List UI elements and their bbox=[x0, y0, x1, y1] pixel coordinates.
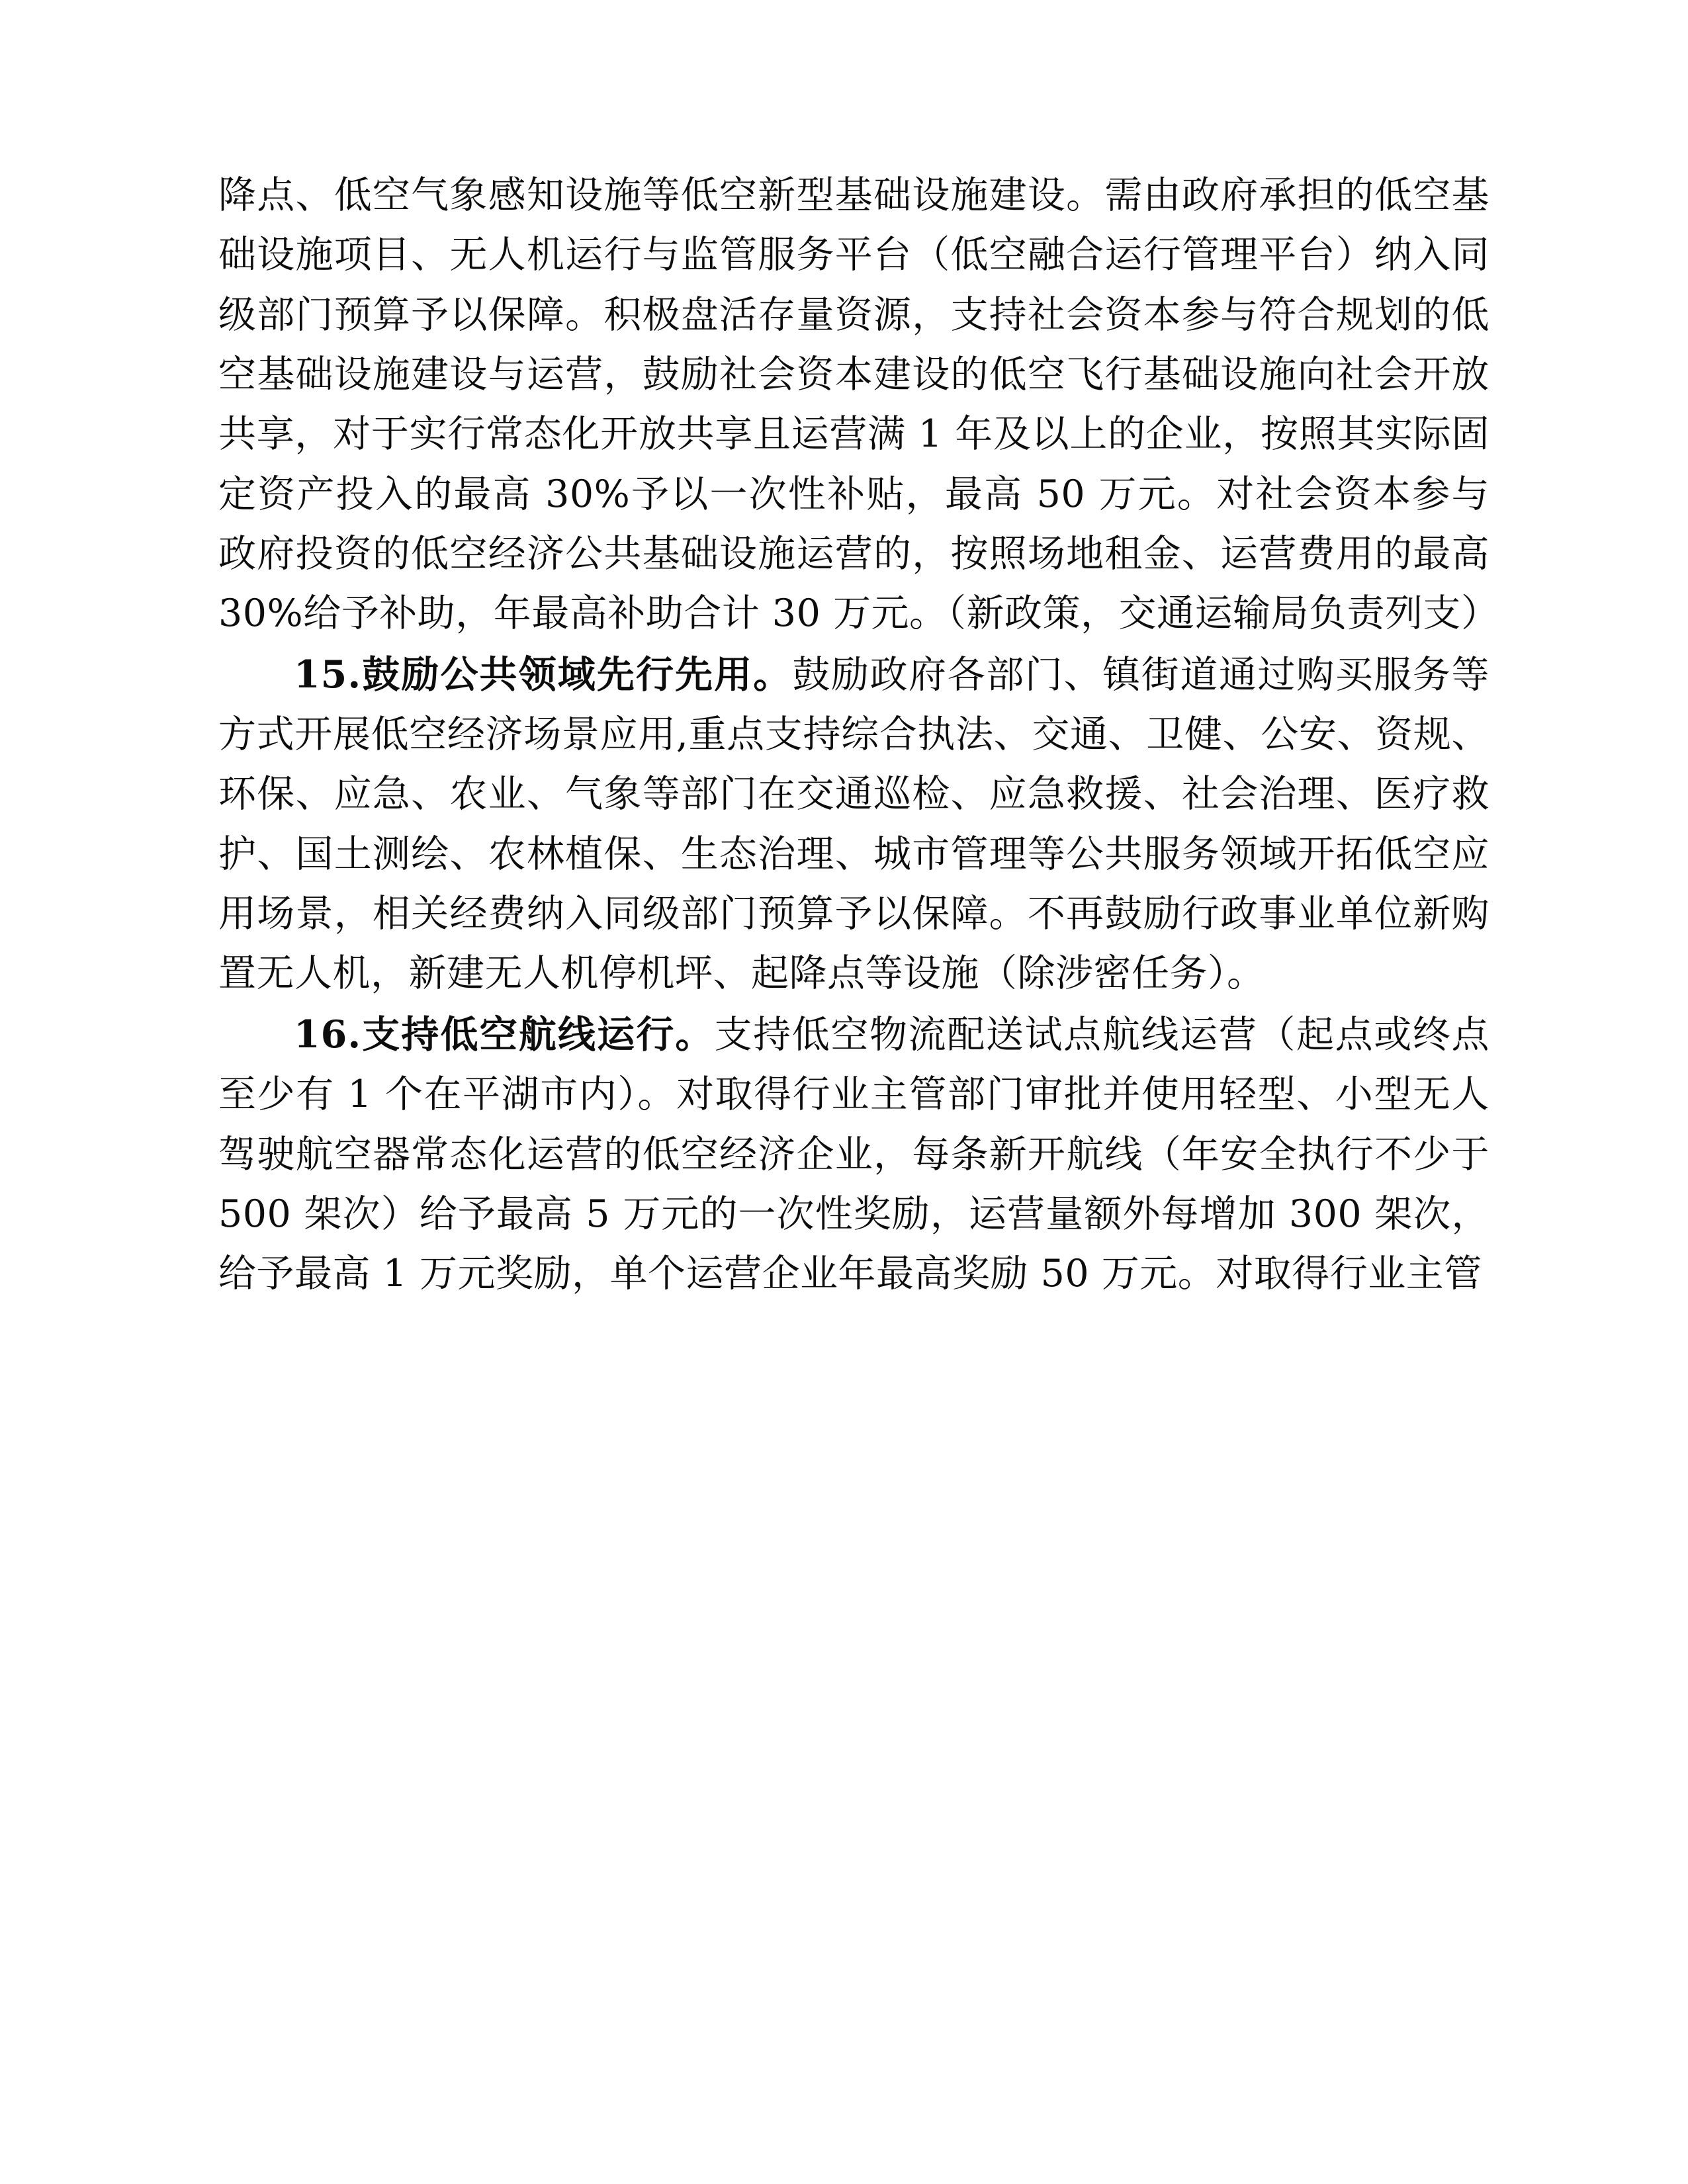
paragraph-text: 降点、低空气象感知设施等低空新型基础设施建设。需由政府承担的低空基础设施项目、无人机运行与监管服务平台（低空融合运行管理平台）纳入同级部门预算予以保障。积极盘活存量资源，支持社会资本参与符合规划的低空基础设施建设与运营，鼓励社会资本建设的低空飞行基础设施向社会开放共享，对于实行常态化开放共享且运营满 1 年及以上的企业，按照其实际固定资产投入的最高 30%予以一次性补贴，最高 50 万元。对社会资本参与政府投资的低空经济公共基础设施运营的，按照场地租金、运营费用的最高 30%给予补助，年最高补助合计 30 万元。（新政策，交通运输局负责列支） bbox=[218, 173, 1499, 636]
paragraph-continued bbox=[218, 165, 1499, 644]
item-16-heading: 16.支持低空航线运行。 bbox=[294, 1012, 715, 1057]
item-15-text: 鼓励政府各部门、镇街道通过购买服务等方式开展低空经济场景应用,重点支持综合执法、交通、卫健、公安、资规、环保、应急、农业、气象等部门在交通巡检、应急救援、社会治理、医疗救护、国土测绘、农林植保、生态治理、城市管理等公共服务领域开拓低空应用场景，相关经费纳入同级部门预算予以保障。不再鼓励行政事业单位新购置无人机，新建无人机停机坪、起降点等设施（除涉密任务）。 bbox=[218, 652, 1490, 996]
item-15-heading: 15.鼓励公共领域先行先用。 bbox=[294, 652, 793, 697]
item-16-text: 支持低空物流配送试点航线运营（起点或终点至少有 1 个在平湖市内）。对取得行业主管部门审批并使用轻型、小型无人驾驶航空器常态化运营的低空经济企业，每条新开航线（年安全执行不少于 500 架次）给予最高 5 万元的一次性奖励，运营量额外每增加 300 架次，给予最高 1 万元奖励，单个运营企业年最高奖励 50 万元。对取得行业主管 bbox=[218, 1012, 1490, 1296]
paragraph-item-16 bbox=[218, 1005, 1489, 1304]
paragraph-item-15 bbox=[218, 645, 1489, 1004]
document-body bbox=[218, 165, 1499, 1304]
